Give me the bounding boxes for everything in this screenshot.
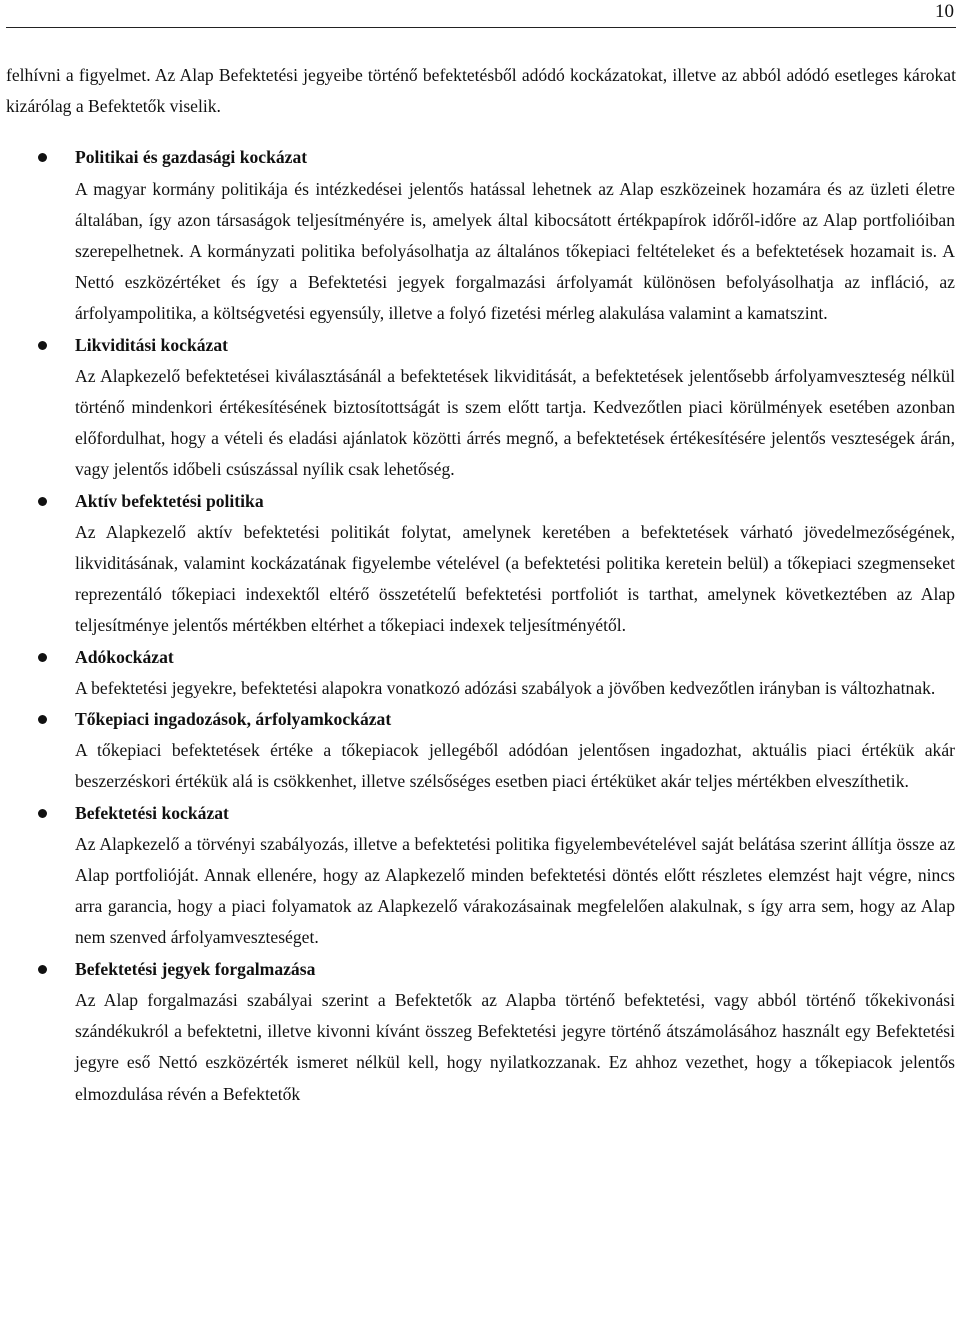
section-active-investment-policy: [0, 486, 960, 642]
section-title: Befektetési kockázat: [75, 802, 229, 823]
paragraph-spacer: [0, 122, 960, 142]
section-title: Politikai és gazdasági kockázat: [75, 147, 308, 168]
section-body: A tőkepiaci befektetések értéke a tőkepiacok jellegéből adódóan jelentősen ingadozhat, aktuális piaci értékük akár beszerzéskori értékük alá is csökkenhet, illetve szélsőséges esetben piaci értéküket akár teljes mértékben elveszíthetik.: [75, 740, 955, 792]
document-body: [0, 60, 960, 1110]
section-title: Likviditási kockázat: [75, 334, 228, 355]
bullet-icon: [38, 715, 47, 724]
section-title: Befektetési jegyek forgalmazása: [75, 958, 316, 979]
page-header: [0, 0, 960, 28]
section-title: Aktív befektetési politika: [75, 490, 264, 511]
bullet-icon: [38, 965, 47, 974]
section-title: Adókockázat: [75, 646, 174, 667]
section-investment-risk: [0, 798, 960, 954]
section-body: Az Alapkezelő a törvényi szabályozás, illetve a befektetési politika figyelembevételével saját belátása szerint állítja össze az Alap portfolióját. Annak ellenére, hogy az Alapkezelő minden befektetési döntés előtt részletes elemzést hajt végre, nincs arra garancia, hogy a piaci folyamatok az Alapkezelő várakozásainak megfelelően alakulnak, s így arra sem, hogy az Alap nem szenved árfolyamveszteséget.: [75, 833, 955, 948]
bullet-icon: [38, 653, 47, 662]
intro-paragraph: felhívni a figyelmet. Az Alap Befektetési jegyeibe történő befektetésből adódó kockázatokat, illetve az abból adódó esetleges károkat kizárólag a Befektetők viselik.: [6, 65, 956, 117]
section-body: Az Alapkezelő befektetései kiválasztásánál a befektetések likviditását, a befektetések jelentősebb árfolyamveszteség nélkül történő mindenkori értékesítésének biztosítottságát is szem előtt tartja. Kedvezőtlen piaci körülmények esetében azonban előfordulhat, hogy a vételi és eladási ajánlatok közötti árrés megnő, a befektetések értékesítésére jelentős veszteségek árán, vagy jelentős időbeli csúszással nyílik csak lehetőség.: [75, 365, 955, 480]
header-rule: [6, 27, 956, 28]
section-body: A befektetési jegyekre, befektetési alapokra vonatkozó adózási szabályok a jövőben kedvezőtlen irányban is változhatnak.: [75, 677, 936, 698]
section-unit-distribution: [0, 954, 960, 1110]
section-title: Tőkepiaci ingadozások, árfolyamkockázat: [75, 709, 392, 730]
section-liquidity-risk: [0, 330, 960, 486]
section-body: Az Alap forgalmazási szabályai szerint a Befektetők az Alapba történő befektetési, vagy abból történő tőkekivonási szándékukról a befektetni, illetve kivonni kívánt összeg Befektetési jegyre történő átszámolásához használt egy Befektetési jegyre eső Nettó eszközérték ismeret nélkül kell, hogy nyilatkozzanak. Ez ahhoz vezethet, hogy a tőkepiacok jelentős elmozdulása révén a Befektetők: [75, 989, 955, 1104]
bullet-icon: [38, 809, 47, 818]
section-body: A magyar kormány politikája és intézkedései jelentős hatással lehetnek az Alap eszközeinek hozamára és az üzleti életre általában, így azon társaságok teljesítményére is, amelyek által kibocsátott értékpapírok időről-időre az Alap portfolióiban szerepelhetnek. A kormányzati politika befolyásolhatja az általános tőkepiaci feltételeket és a befektetések hozamait is. A Nettó eszközértéket és így a Befektetési jegyek forgalmazási árfolyamát különösen befolyásolhatja az infláció, az árfolyampolitika, a költségvetési egyensúly, illetve a folyó fizetési mérleg alakulása valamint a kamatszint.: [75, 178, 955, 324]
section-body: Az Alapkezelő aktív befektetési politikát folytat, amelynek keretében a befektetések várható jövedelmezőségének, likviditásának, valamint kockázatának figyelembe vételével (a befektetési politika keretein belül) a tőkepiaci szegmenseket reprezentáló tőkepiaci indexektől eltérő összetételű befektetési portfoliót is tarthat, amelynek következtében az Alap teljesítménye jelentős mértékben eltérhet a tőkepiaci indexek teljesítményétől.: [75, 521, 955, 636]
section-market-fluctuation-risk: [0, 704, 960, 798]
bullet-icon: [38, 497, 47, 506]
bullet-icon: [38, 341, 47, 350]
section-tax-risk: [0, 642, 960, 704]
page-number: 10: [935, 1, 954, 22]
section-political-economic-risk: [0, 142, 960, 329]
